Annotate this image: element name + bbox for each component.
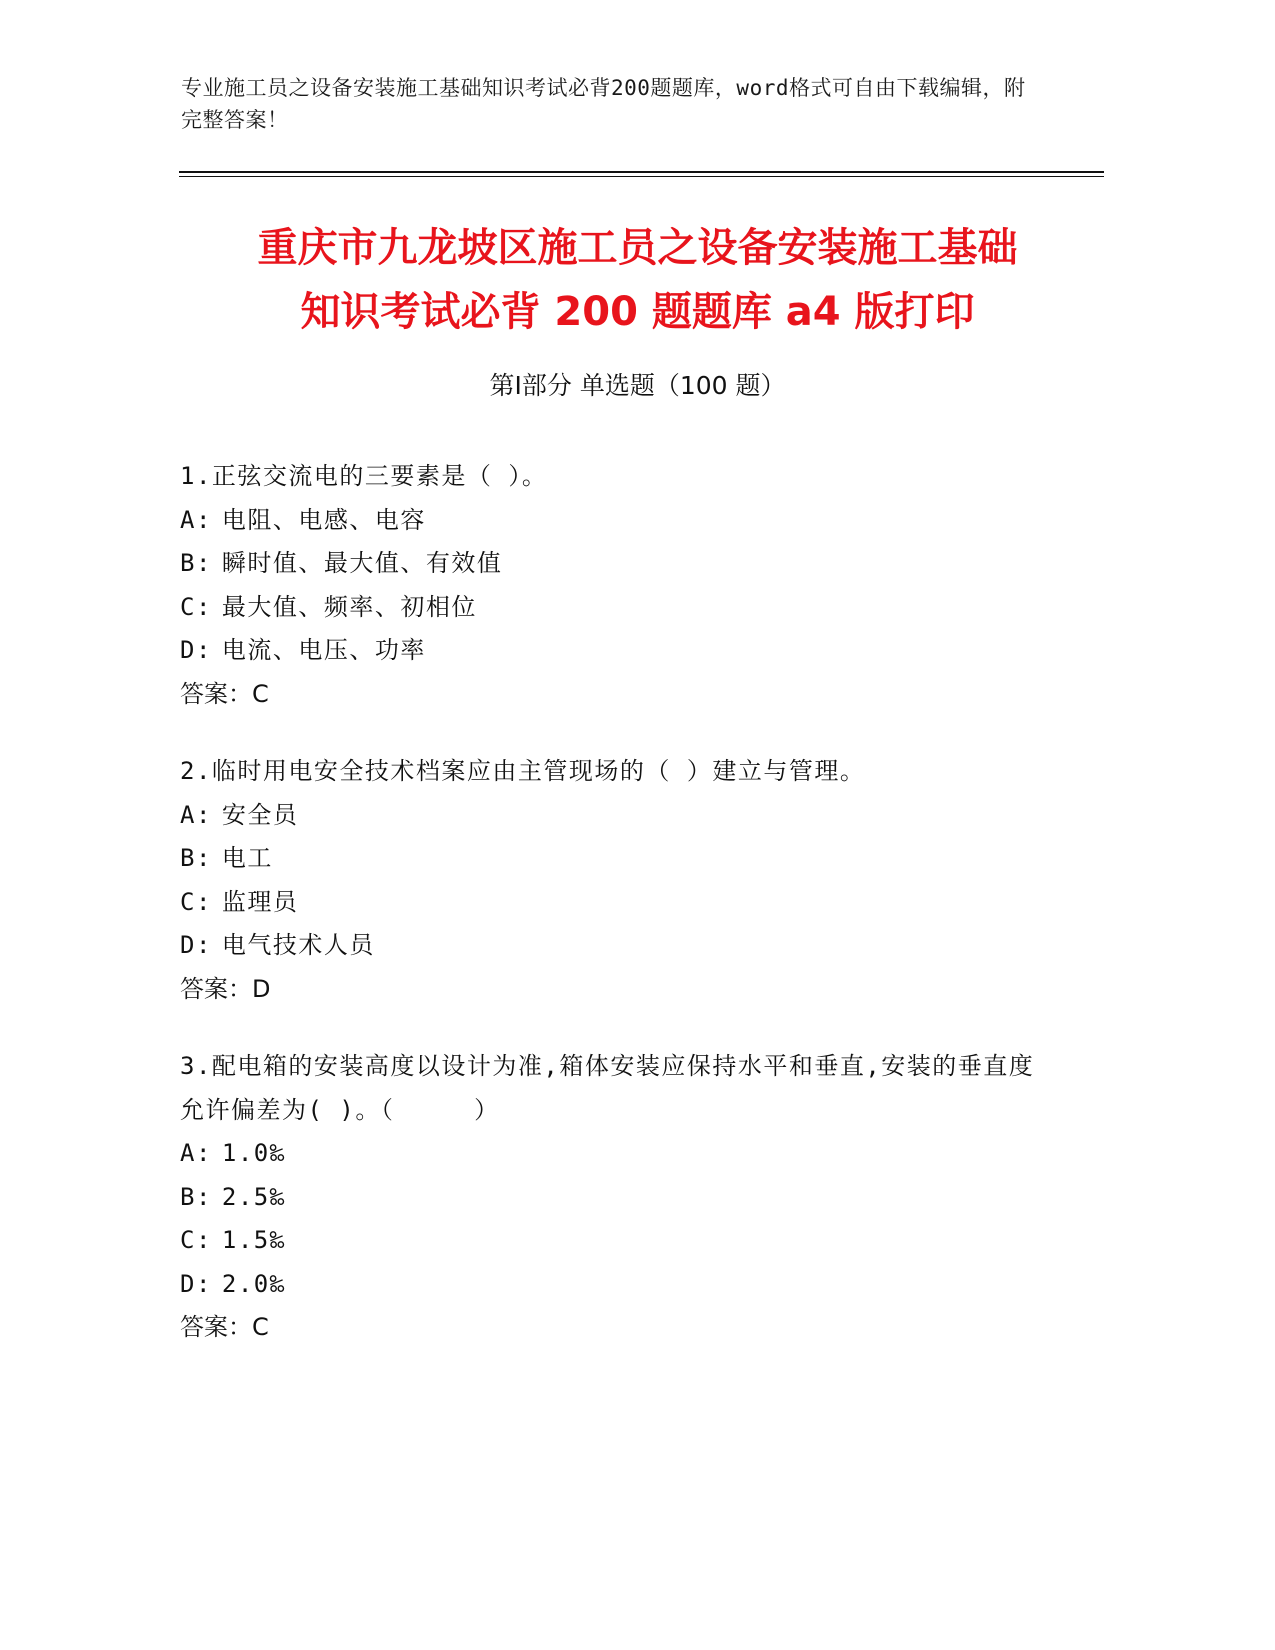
option-text: 电气技术人员 [221,931,375,959]
option-b [180,837,1040,881]
option-letter: B: [180,844,212,872]
option-b [180,1176,1040,1220]
option-letter: A: [180,1139,212,1167]
option-d [180,629,1040,673]
option-a [180,794,1040,838]
question-list [180,455,1040,1384]
option-d [180,1263,1040,1307]
answer-value: D [252,974,271,1003]
option-text: 1.0‰ [221,1139,286,1167]
question-3 [180,1045,1040,1350]
option-text: 电流、电压、功率 [221,636,426,664]
answer-prefix: 答案： [180,1313,252,1341]
option-letter: A: [180,505,212,534]
option-text: 安全员 [221,800,299,829]
option-d [180,924,1040,968]
question-1 [180,455,1040,716]
option-text: 1.5‰ [221,1226,286,1254]
header-rule-thin [179,176,1104,177]
option-c [180,1219,1040,1263]
document-title-line-1: 重庆市九龙坡区施工员之设备安装施工基础 [257,225,1018,271]
option-c [180,881,1040,925]
option-text: 2.5‰ [221,1182,286,1211]
option-c [180,586,1040,630]
option-a [180,1132,1040,1176]
option-letter: C: [180,887,212,916]
answer-value: C [252,1313,269,1341]
option-letter: C: [180,1226,212,1254]
answer-prefix: 答案： [180,974,252,1003]
answer-line [180,968,1040,1012]
answer-value: C [252,679,269,708]
question-2 [180,750,1040,1011]
option-letter: A: [180,800,212,829]
option-letter: D: [180,931,212,959]
question-stem: 1.正弦交流电的三要素是（ ）。 [180,462,548,490]
document-title-line-2: 知识考试必背 200 题题库 a4 版打印 [300,289,975,335]
answer-prefix: 答案： [180,679,252,708]
option-text: 电阻、电感、电容 [221,505,426,534]
option-letter: D: [180,636,212,664]
header-note: 专业施工员之设备安装施工基础知识考试必背200题题库，word格式可自由下载编辑，附完整答案！ [181,76,1026,132]
option-letter: B: [180,549,212,577]
option-letter: B: [180,1182,212,1211]
option-b [180,542,1040,586]
option-text: 最大值、频率、初相位 [221,592,477,621]
option-a [180,499,1040,543]
header-rule-thick [179,171,1104,173]
option-text: 监理员 [221,887,299,916]
answer-line [180,1306,1040,1350]
option-text: 瞬时值、最大值、有效值 [221,549,503,577]
option-text: 2.0‰ [221,1269,286,1298]
option-letter: C: [180,592,212,621]
section-title: 第Ⅰ部分 单选题（100 题） [489,371,786,400]
question-stem: 3.配电箱的安装高度以设计为准,箱体安装应保持水平和垂直,安装的垂直度允许偏差为( )。（ ） [180,1052,1035,1124]
answer-line [180,673,1040,717]
question-stem: 2.临时用电安全技术档案应由主管现场的（ ）建立与管理。 [180,757,866,785]
option-letter: D: [180,1269,212,1298]
option-text: 电工 [221,844,273,872]
document-title [160,216,1115,344]
